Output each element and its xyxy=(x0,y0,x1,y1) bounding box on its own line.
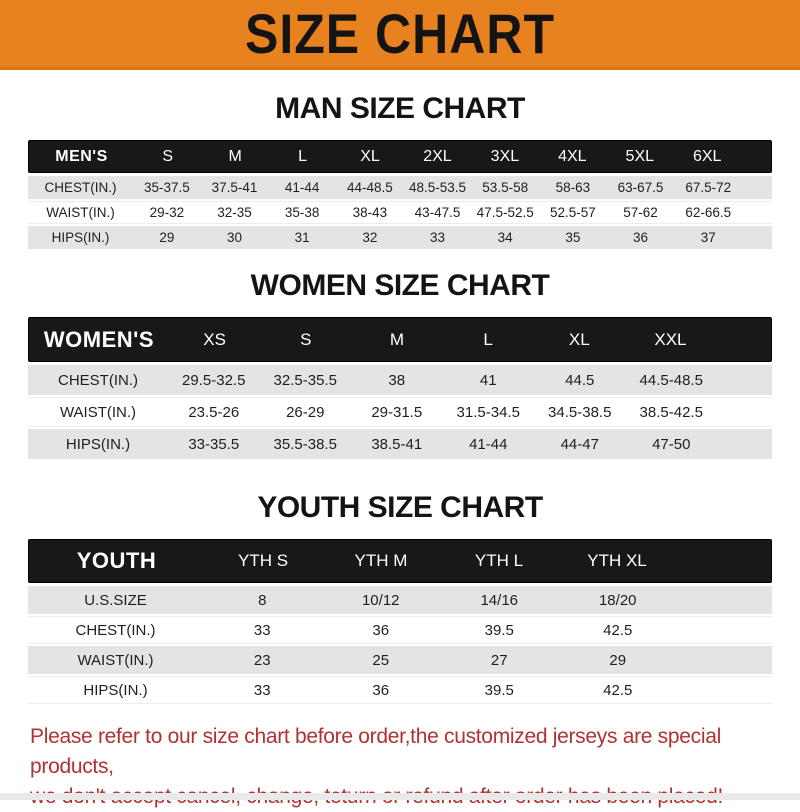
bottom-edge-strip xyxy=(0,793,800,800)
men-cell-0-2: 41-44 xyxy=(284,180,320,195)
men-col-header-8: 6XL xyxy=(692,147,722,165)
men-cell-1-2: 35-38 xyxy=(284,205,320,220)
men-header-row xyxy=(28,140,772,173)
women-row-label-1: WAIST(IN.) xyxy=(59,403,137,421)
youth-header-row xyxy=(28,539,772,583)
men-col-header-6: 4XL xyxy=(558,147,587,165)
youth-col-header-2: YTH L xyxy=(474,551,524,570)
women-col-header-4: XL xyxy=(568,329,590,349)
men-section-heading: MAN SIZE CHART xyxy=(275,92,525,125)
youth-row-label-2: WAIST(IN.) xyxy=(77,651,154,669)
men-cell-2-8: 37 xyxy=(700,230,716,245)
men-cell-0-8: 67.5-72 xyxy=(685,180,732,195)
men-cell-1-8: 62-66.5 xyxy=(685,205,732,220)
women-cell-2-3: 41-44 xyxy=(469,435,508,453)
youth-cell-0-2: 14/16 xyxy=(480,591,519,609)
women-cell-1-2: 29-31.5 xyxy=(371,403,423,421)
youth-cell-0-3: 18/20 xyxy=(598,591,637,609)
women-col-header-3: L xyxy=(483,329,493,349)
women-cell-2-4: 44-47 xyxy=(560,435,599,453)
men-cell-1-4: 43-47.5 xyxy=(414,205,461,220)
youth-col-header-0: YTH S xyxy=(237,551,289,570)
youth-row-1 xyxy=(28,616,772,644)
men-row-label-2: HIPS(IN.) xyxy=(51,230,110,245)
youth-row-3 xyxy=(28,676,772,704)
men-cell-2-2: 31 xyxy=(294,230,310,245)
men-row-label-1: WAIST(IN.) xyxy=(46,205,115,220)
women-section xyxy=(0,269,800,459)
youth-row-label-0: U.S.SIZE xyxy=(84,591,147,609)
women-cell-1-4: 34.5-38.5 xyxy=(548,403,612,421)
youth-cell-3-2: 39.5 xyxy=(484,681,514,699)
men-cell-0-4: 48.5-53.5 xyxy=(409,180,467,195)
men-cell-1-0: 29-32 xyxy=(149,205,185,220)
women-cell-0-3: 41 xyxy=(479,371,497,389)
men-row-1 xyxy=(28,201,772,224)
banner-title: SIZE CHART xyxy=(245,2,555,65)
youth-cell-3-1: 36 xyxy=(372,681,390,699)
youth-section xyxy=(0,491,800,704)
youth-cell-2-2: 27 xyxy=(490,651,508,669)
women-row-2 xyxy=(28,429,772,459)
women-cell-0-1: 32.5-35.5 xyxy=(273,371,337,389)
men-cell-1-5: 47.5-52.5 xyxy=(476,205,534,220)
men-row-2 xyxy=(28,226,772,249)
youth-section-heading: YOUTH SIZE CHART xyxy=(257,491,543,524)
men-col-header-7: 5XL xyxy=(625,147,655,165)
youth-cell-3-0: 33 xyxy=(253,681,271,699)
men-cell-1-3: 38-43 xyxy=(352,205,388,220)
youth-cell-3-3: 42.5 xyxy=(603,681,633,699)
men-size-table xyxy=(28,140,772,249)
men-cell-2-0: 29 xyxy=(159,230,175,245)
men-cell-1-7: 57-62 xyxy=(623,205,658,220)
women-cell-0-2: 38 xyxy=(388,371,406,389)
women-col-header-0: XS xyxy=(203,329,226,349)
youth-col-header-1: YTH M xyxy=(354,551,408,570)
women-section-heading: WOMEN SIZE CHART xyxy=(250,269,550,302)
youth-col-header-3: YTH XL xyxy=(587,551,647,570)
youth-cell-1-3: 42.5 xyxy=(603,621,633,639)
women-cell-0-4: 44.5 xyxy=(565,371,595,389)
men-cell-2-6: 35 xyxy=(565,230,581,245)
men-group-label: MEN'S xyxy=(55,147,108,165)
men-cell-1-6: 52.5-57 xyxy=(549,205,596,220)
men-row-label-0: CHEST(IN.) xyxy=(44,180,117,195)
men-col-header-2: L xyxy=(298,147,308,165)
youth-cell-1-0: 33 xyxy=(253,621,271,639)
youth-row-0 xyxy=(28,586,772,614)
men-cell-0-1: 37.5-41 xyxy=(211,180,258,195)
men-row-0 xyxy=(28,176,772,199)
youth-size-table xyxy=(28,539,772,704)
women-cell-0-5: 44.5-48.5 xyxy=(639,371,703,389)
men-cell-2-1: 30 xyxy=(226,230,243,245)
women-cell-2-5: 47-50 xyxy=(652,435,691,453)
women-row-1 xyxy=(28,397,772,427)
men-col-header-0: S xyxy=(162,147,174,165)
women-cell-1-3: 31.5-34.5 xyxy=(456,403,520,421)
men-cell-0-7: 63-67.5 xyxy=(617,180,664,195)
women-cell-0-0: 29.5-32.5 xyxy=(182,371,246,389)
women-cell-2-0: 33-35.5 xyxy=(188,435,240,453)
men-cell-2-5: 34 xyxy=(497,230,513,245)
men-col-header-3: XL xyxy=(360,147,380,165)
youth-cell-2-0: 23 xyxy=(253,651,271,669)
youth-cell-2-1: 25 xyxy=(372,651,390,669)
women-header-row xyxy=(28,317,772,362)
men-cell-1-1: 32-35 xyxy=(217,205,252,220)
women-cell-1-5: 38.5-42.5 xyxy=(639,403,703,421)
youth-row-label-3: HIPS(IN.) xyxy=(83,681,148,699)
youth-cell-1-2: 39.5 xyxy=(484,621,514,639)
women-cell-1-1: 26-29 xyxy=(286,403,325,421)
men-cell-2-4: 33 xyxy=(430,230,446,245)
women-group-label: WOMEN'S xyxy=(43,326,155,352)
youth-group-label: YOUTH xyxy=(76,548,157,573)
women-row-0 xyxy=(28,365,772,395)
men-col-header-5: 3XL xyxy=(490,147,520,165)
youth-row-label-1: CHEST(IN.) xyxy=(75,621,156,639)
youth-row-2 xyxy=(28,646,772,674)
men-col-header-4: 2XL xyxy=(423,147,452,165)
men-cell-2-7: 36 xyxy=(633,230,649,245)
women-size-table xyxy=(28,317,772,459)
women-cell-2-2: 38.5-41 xyxy=(371,435,423,453)
men-cell-0-0: 35-37.5 xyxy=(143,180,190,195)
women-row-label-2: HIPS(IN.) xyxy=(65,435,131,453)
footer-note-line-1: Please refer to our size chart before order,the customized jerseys are special products, xyxy=(30,725,721,778)
women-row-label-0: CHEST(IN.) xyxy=(58,371,138,389)
women-cell-2-1: 35.5-38.5 xyxy=(273,435,337,453)
men-cell-0-5: 53.5-58 xyxy=(482,180,529,195)
banner xyxy=(0,0,800,70)
men-section xyxy=(0,92,800,249)
men-col-header-1: M xyxy=(228,147,242,165)
men-cell-0-6: 58-63 xyxy=(555,180,591,195)
youth-cell-0-1: 10/12 xyxy=(361,591,400,609)
women-col-header-2: M xyxy=(389,329,405,349)
women-col-header-5: XXL xyxy=(654,329,687,349)
youth-cell-1-1: 36 xyxy=(372,621,390,639)
youth-cell-2-3: 29 xyxy=(609,651,627,669)
youth-cell-0-0: 8 xyxy=(258,591,267,609)
women-col-header-1: S xyxy=(300,329,312,349)
women-cell-1-0: 23.5-26 xyxy=(188,403,240,421)
men-cell-2-3: 32 xyxy=(362,230,378,245)
men-cell-0-3: 44-48.5 xyxy=(346,180,393,195)
